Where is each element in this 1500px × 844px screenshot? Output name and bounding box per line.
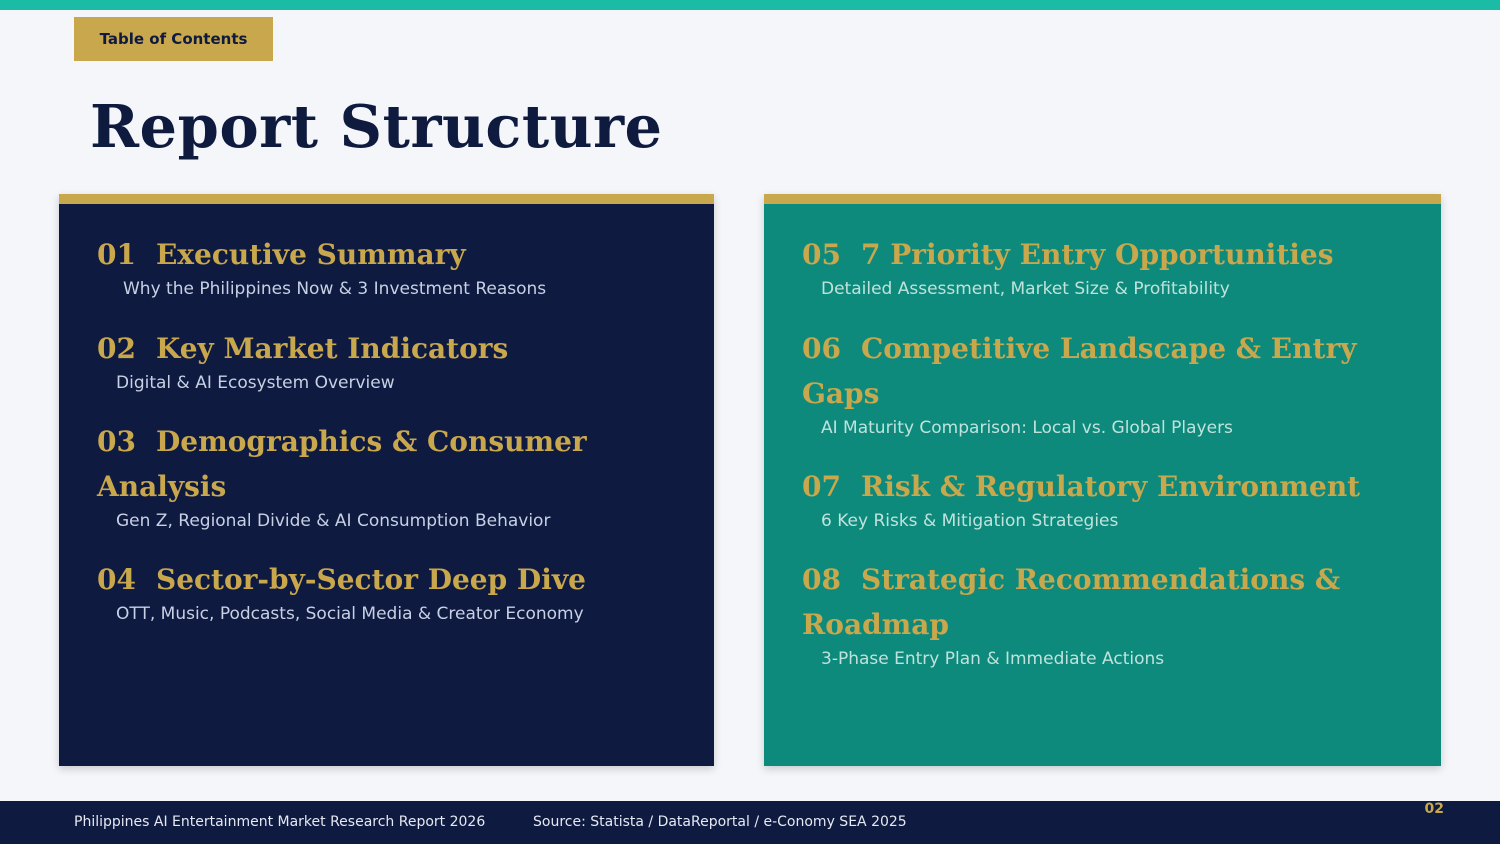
toc-item-title bbox=[802, 464, 1360, 509]
toc-item-number: 08 bbox=[802, 563, 841, 596]
toc-item-title bbox=[802, 557, 1362, 647]
toc-item-title bbox=[802, 326, 1362, 416]
footer bbox=[0, 801, 1500, 844]
toc-item-subtitle: 3-Phase Entry Plan & Immediate Actions bbox=[821, 649, 1165, 669]
toc-item-heading: Risk & Regulatory Environment bbox=[860, 470, 1361, 503]
toc-item-subtitle: Digital & AI Ecosystem Overview bbox=[116, 373, 395, 393]
toc-item-subtitle: 6 Key Risks & Mitigation Strategies bbox=[821, 511, 1119, 531]
toc-item-05[interactable] bbox=[802, 232, 1333, 301]
toc-item-subtitle: OTT, Music, Podcasts, Social Media & Creator Economy bbox=[116, 604, 584, 624]
toc-badge: Table of Contents bbox=[74, 17, 273, 61]
toc-item-title bbox=[97, 557, 586, 602]
toc-item-number: 03 bbox=[97, 425, 136, 458]
toc-item-heading: Executive Summary bbox=[155, 238, 466, 271]
toc-panel-right bbox=[764, 194, 1441, 766]
toc-item-number: 04 bbox=[97, 563, 136, 596]
toc-item-heading: Demographics & Consumer Analysis bbox=[97, 425, 587, 503]
toc-item-07[interactable] bbox=[802, 464, 1360, 533]
toc-item-subtitle: Why the Philippines Now & 3 Investment Reasons bbox=[123, 279, 547, 299]
toc-item-heading: Key Market Indicators bbox=[155, 332, 509, 365]
page-number: 02 bbox=[1424, 801, 1444, 817]
toc-item-heading: 7 Priority Entry Opportunities bbox=[860, 238, 1334, 271]
toc-item-number: 06 bbox=[802, 332, 841, 365]
toc-item-subtitle: AI Maturity Comparison: Local vs. Global Players bbox=[821, 418, 1233, 438]
toc-item-title bbox=[802, 232, 1333, 277]
footer-report-name: Philippines AI Entertainment Market Research Report 2026 bbox=[74, 814, 486, 830]
toc-item-06[interactable] bbox=[802, 326, 1362, 440]
toc-item-08[interactable] bbox=[802, 557, 1362, 671]
top-accent-bar bbox=[0, 0, 1500, 10]
toc-item-heading: Strategic Recommendations & Roadmap bbox=[802, 563, 1341, 641]
toc-item-number: 02 bbox=[97, 332, 136, 365]
toc-item-title bbox=[97, 232, 546, 277]
toc-item-heading: Competitive Landscape & Entry Gaps bbox=[802, 332, 1357, 410]
toc-item-heading: Sector-by-Sector Deep Dive bbox=[155, 563, 586, 596]
page-title: Report Structure bbox=[90, 92, 663, 161]
toc-item-number: 07 bbox=[802, 470, 841, 503]
toc-item-02[interactable] bbox=[97, 326, 508, 395]
toc-item-subtitle: Detailed Assessment, Market Size & Profitability bbox=[821, 279, 1230, 299]
toc-item-04[interactable] bbox=[97, 557, 586, 626]
toc-item-title bbox=[97, 419, 597, 509]
footer-source: Source: Statista / DataReportal / e-Conomy SEA 2025 bbox=[533, 814, 907, 830]
toc-item-subtitle: Gen Z, Regional Divide & AI Consumption Behavior bbox=[116, 511, 551, 531]
toc-item-03[interactable] bbox=[97, 419, 597, 533]
toc-item-number: 01 bbox=[97, 238, 136, 271]
toc-item-01[interactable] bbox=[97, 232, 546, 301]
toc-item-title bbox=[97, 326, 508, 371]
toc-item-number: 05 bbox=[802, 238, 841, 271]
toc-panel-left bbox=[59, 194, 714, 766]
